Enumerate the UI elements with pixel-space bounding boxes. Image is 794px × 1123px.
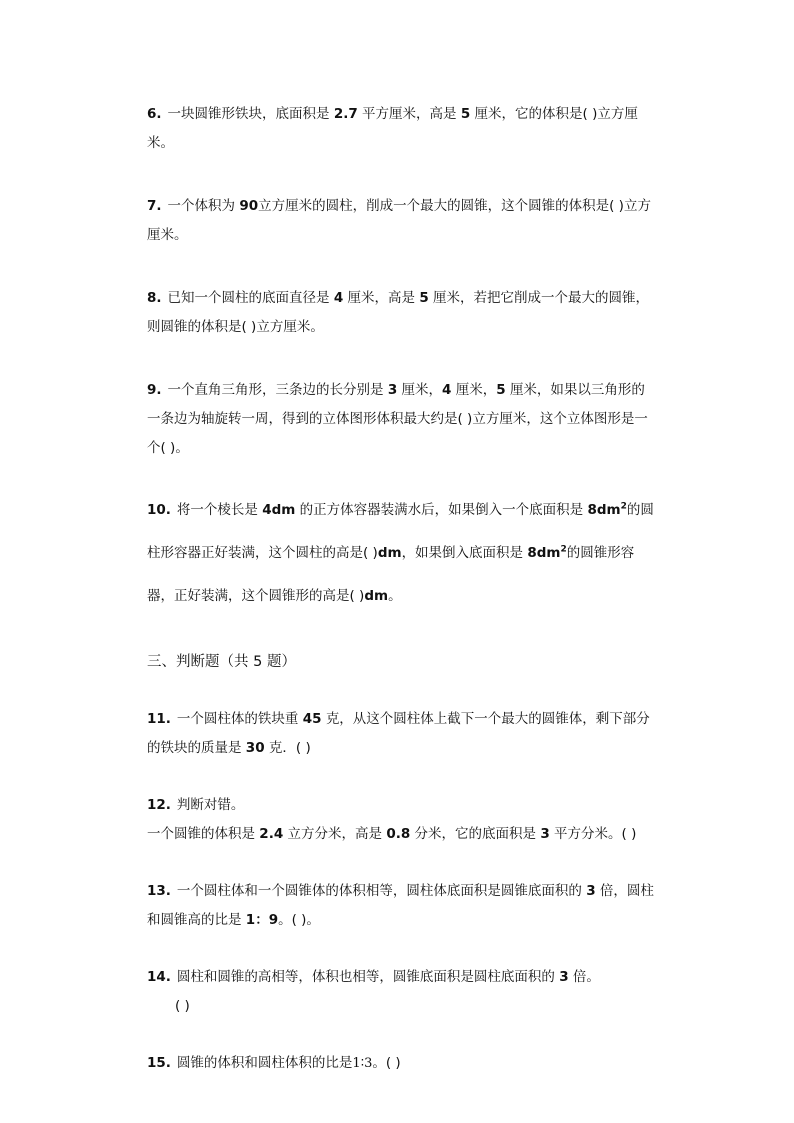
question-text: 一块圆锥形铁块，底面积是 — [167, 106, 330, 122]
question-text: 克．( ) — [268, 740, 311, 756]
question-text: 立方分米，高是 — [287, 826, 383, 842]
question-text: 的正方体容器装满水后，如果倒入一个底面积是 — [299, 502, 584, 518]
question-12 — [147, 791, 657, 849]
value: 3 — [540, 826, 550, 842]
answer-blank: ( ) — [175, 998, 190, 1014]
question-14 — [147, 963, 657, 1021]
question-text: 立方厘米的圆柱，削成一个最大的圆锥，这个圆锥的体积是( )立方厘米。 — [147, 198, 651, 243]
question-9 — [147, 376, 657, 463]
question-10 — [147, 489, 657, 618]
unit: dm — [377, 545, 402, 561]
question-number: 12. — [147, 797, 171, 813]
question-text: 判断对错。 — [176, 797, 245, 813]
section-heading: 三、判断题（共 5 题） — [147, 654, 296, 670]
question-text: 。( )。 — [278, 912, 320, 928]
question-text: 平方厘米，高是 — [362, 106, 457, 122]
question-text: 已知一个圆柱的底面直径是 — [167, 290, 330, 306]
superscript: 2 — [560, 544, 567, 555]
value: 45 — [302, 711, 322, 727]
question-text: 克，从这个圆柱体上截下一个最大的圆锥体，剩下部分的铁块的质量是 — [147, 711, 650, 756]
question-text: 厘米，如果以三角形的一条边为轴旋转一周，得到的立体图形体积最大约是( )立方厘米，这个立体图形是一个( )。 — [147, 382, 648, 456]
value: 5 — [460, 106, 471, 122]
value: 8dm — [527, 545, 561, 561]
unit: dm — [364, 588, 389, 604]
question-text: 。 — [388, 588, 402, 604]
question-text: ，如果倒入底面积是 — [401, 545, 524, 561]
question-text: 厘米，若把它削成一个最大的圆锥，则圆锥的体积是( )立方厘米。 — [147, 290, 650, 335]
question-text: 一个圆柱体的铁块重 — [176, 711, 299, 727]
question-number: 15. — [147, 1055, 171, 1071]
value: 30 — [245, 740, 265, 756]
worksheet-page — [147, 100, 657, 1078]
question-text: 。( ) — [372, 1055, 401, 1071]
question-text: 倍。 — [572, 969, 600, 985]
question-text: 的圆柱形容器正好装满，这个圆柱的高是( ) — [147, 502, 654, 561]
ratio-value: 1∶3 — [352, 1056, 373, 1071]
value: 3 — [559, 969, 569, 985]
question-text: 的圆锥形容器，正好装满，这个圆锥形的高是( ) — [147, 545, 635, 604]
value: 4dm — [262, 502, 296, 518]
question-8 — [147, 284, 657, 342]
question-text: 平方分米。( ) — [554, 826, 637, 842]
question-text: 一个圆柱体和一个圆锥体的体积相等，圆柱体底面积是圆锥底面积的 — [176, 883, 582, 899]
question-text: 分米，它的底面积是 — [414, 826, 537, 842]
question-number: 9. — [147, 382, 162, 398]
value: 5 — [496, 382, 506, 398]
value: 4 — [442, 382, 452, 398]
question-text: 圆柱和圆锥的高相等，体积也相等，圆锥底面积是圆柱底面积的 — [176, 969, 555, 985]
question-text: 将一个棱长是 — [176, 502, 258, 518]
question-6 — [147, 100, 657, 158]
value: 3 — [387, 382, 398, 398]
value: 90 — [239, 198, 259, 214]
value: 5 — [419, 290, 429, 306]
question-15 — [147, 1049, 657, 1078]
value: 3 — [586, 883, 596, 899]
question-number: 13. — [147, 883, 171, 899]
superscript: 2 — [620, 501, 627, 512]
question-text: 一个圆锥的体积是 — [147, 826, 255, 842]
question-13 — [147, 877, 657, 935]
question-text: 厘米， — [455, 382, 497, 398]
question-number: 11. — [147, 711, 171, 727]
question-text: 厘米， — [401, 382, 443, 398]
question-text: 一个体积为 — [167, 198, 236, 214]
ratio-value: 1：9 — [245, 912, 279, 928]
question-number: 6. — [147, 106, 162, 122]
question-text: 一个直角三角形，三条边的长分别是 — [167, 382, 384, 398]
question-number: 14. — [147, 969, 171, 985]
value: 8dm — [587, 502, 621, 518]
question-number: 7. — [147, 198, 162, 214]
question-text: 倍，圆柱和圆锥高的比是 — [147, 883, 654, 928]
value: 4 — [333, 290, 344, 306]
question-7 — [147, 192, 657, 250]
value: 2.7 — [333, 106, 358, 122]
value: 2.4 — [259, 826, 284, 842]
question-number: 10. — [147, 502, 171, 518]
value: 0.8 — [386, 826, 411, 842]
question-number: 8. — [147, 290, 162, 306]
question-11 — [147, 705, 657, 763]
question-text: 厘米，它的体积是( )立方厘米。 — [147, 106, 638, 151]
question-text: 厘米，高是 — [347, 290, 416, 306]
question-text: 圆锥的体积和圆柱体积的比是 — [176, 1055, 353, 1071]
